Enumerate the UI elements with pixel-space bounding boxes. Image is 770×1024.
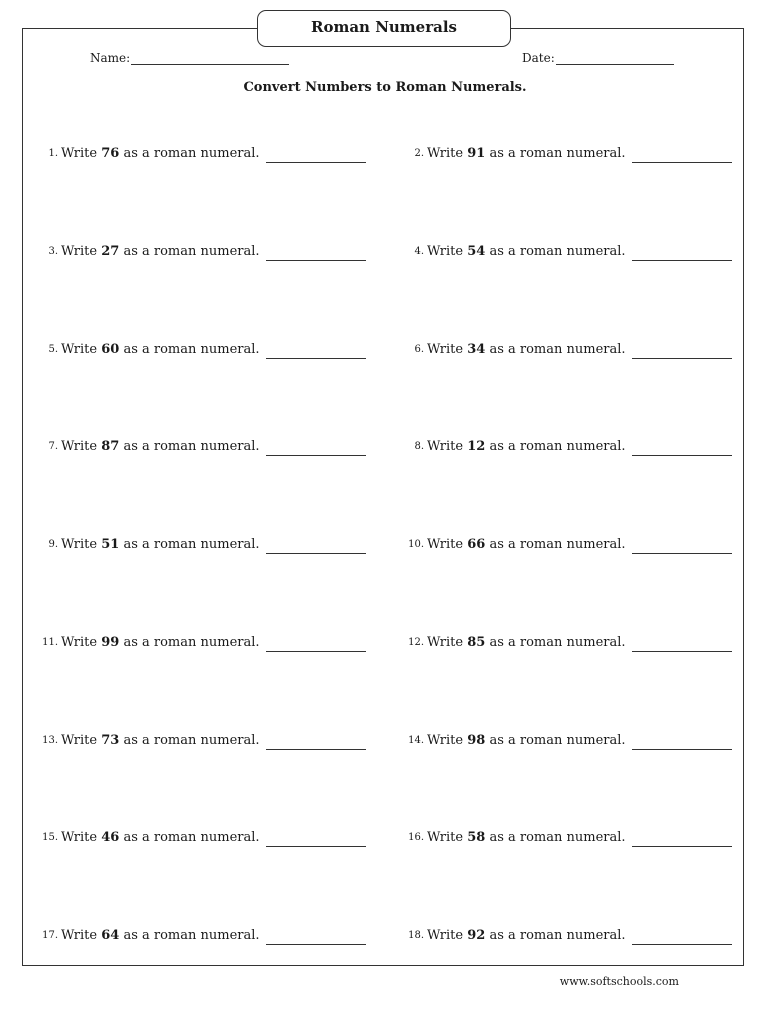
problem-number: 15. <box>42 832 58 843</box>
problem-prompt <box>61 342 260 357</box>
answer-line[interactable] <box>266 944 366 945</box>
problem-value: 60 <box>101 342 120 357</box>
prompt-suffix: as a roman numeral. <box>123 146 260 161</box>
prompt-suffix: as a roman numeral. <box>489 830 626 845</box>
prompt-prefix: Write <box>61 635 98 650</box>
answer-line[interactable] <box>632 455 732 456</box>
prompt-suffix: as a roman numeral. <box>123 342 260 357</box>
problem-item <box>398 539 738 561</box>
prompt-suffix: as a roman numeral. <box>489 244 626 259</box>
prompt-suffix: as a roman numeral. <box>123 928 260 943</box>
problem-item <box>398 441 738 463</box>
problem-prompt <box>427 342 626 357</box>
problem-value: 99 <box>101 635 120 650</box>
answer-line[interactable] <box>632 846 732 847</box>
prompt-suffix: as a roman numeral. <box>489 733 626 748</box>
problem-value: 98 <box>467 733 486 748</box>
problem-prompt <box>61 537 260 552</box>
answer-line[interactable] <box>266 455 366 456</box>
problem-value: 91 <box>467 146 486 161</box>
date-label: Date: <box>522 51 555 65</box>
problem-item <box>398 344 738 366</box>
problem-prompt <box>427 439 626 454</box>
problem-item <box>398 832 738 854</box>
problem-value: 92 <box>467 928 486 943</box>
prompt-suffix: as a roman numeral. <box>123 635 260 650</box>
prompt-prefix: Write <box>61 146 98 161</box>
problem-item <box>32 539 372 561</box>
prompt-suffix: as a roman numeral. <box>123 439 260 454</box>
problem-item <box>398 148 738 170</box>
answer-line[interactable] <box>632 260 732 261</box>
problem-prompt <box>61 146 260 161</box>
prompt-prefix: Write <box>427 146 464 161</box>
answer-line[interactable] <box>632 944 732 945</box>
problem-value: 12 <box>467 439 486 454</box>
problem-prompt <box>61 733 260 748</box>
problem-prompt <box>427 146 626 161</box>
prompt-prefix: Write <box>427 635 464 650</box>
problem-prompt <box>61 635 260 650</box>
problem-number: 4. <box>414 246 424 257</box>
answer-line[interactable] <box>266 162 366 163</box>
prompt-suffix: as a roman numeral. <box>489 146 626 161</box>
problem-number: 17. <box>42 930 58 941</box>
problem-number: 8. <box>414 441 424 452</box>
problem-prompt <box>61 439 260 454</box>
problem-item <box>32 930 372 952</box>
name-line[interactable] <box>131 52 289 65</box>
answer-line[interactable] <box>632 162 732 163</box>
answer-line[interactable] <box>266 749 366 750</box>
problem-prompt <box>427 537 626 552</box>
problem-number: 2. <box>414 148 424 159</box>
prompt-suffix: as a roman numeral. <box>123 830 260 845</box>
prompt-prefix: Write <box>61 342 98 357</box>
problem-value: 54 <box>467 244 486 259</box>
answer-line[interactable] <box>266 651 366 652</box>
problem-value: 76 <box>101 146 120 161</box>
prompt-prefix: Write <box>427 439 464 454</box>
problem-prompt <box>61 928 260 943</box>
prompt-suffix: as a roman numeral. <box>123 733 260 748</box>
problem-prompt <box>427 244 626 259</box>
prompt-prefix: Write <box>427 342 464 357</box>
answer-line[interactable] <box>632 358 732 359</box>
problem-prompt <box>427 830 626 845</box>
problem-item <box>398 246 738 268</box>
prompt-suffix: as a roman numeral. <box>489 439 626 454</box>
problem-item <box>32 735 372 757</box>
problem-number: 12. <box>408 637 424 648</box>
problem-item <box>32 148 372 170</box>
prompt-prefix: Write <box>427 928 464 943</box>
prompt-prefix: Write <box>61 244 98 259</box>
problem-value: 66 <box>467 537 486 552</box>
answer-line[interactable] <box>266 846 366 847</box>
problem-item <box>398 930 738 952</box>
problem-item <box>32 246 372 268</box>
problem-number: 10. <box>408 539 424 550</box>
answer-line[interactable] <box>266 260 366 261</box>
answer-line[interactable] <box>632 651 732 652</box>
prompt-prefix: Write <box>61 928 98 943</box>
worksheet-title: Roman Numerals <box>257 10 511 47</box>
problem-item <box>32 637 372 659</box>
problem-value: 51 <box>101 537 120 552</box>
prompt-suffix: as a roman numeral. <box>489 928 626 943</box>
answer-line[interactable] <box>632 553 732 554</box>
problem-value: 64 <box>101 928 120 943</box>
problem-item <box>398 637 738 659</box>
problem-number: 6. <box>414 344 424 355</box>
problem-value: 73 <box>101 733 120 748</box>
problem-prompt <box>61 244 260 259</box>
prompt-prefix: Write <box>427 537 464 552</box>
prompt-prefix: Write <box>61 733 98 748</box>
name-field[interactable] <box>90 51 289 65</box>
prompt-suffix: as a roman numeral. <box>489 537 626 552</box>
date-field[interactable] <box>522 51 674 65</box>
problem-item <box>32 441 372 463</box>
problem-number: 16. <box>408 832 424 843</box>
problem-value: 46 <box>101 830 120 845</box>
problem-number: 1. <box>48 148 58 159</box>
date-line[interactable] <box>556 52 674 65</box>
instructions: Convert Numbers to Roman Numerals. <box>243 80 527 95</box>
prompt-suffix: as a roman numeral. <box>489 635 626 650</box>
footer-url: www.softschools.com <box>559 975 679 988</box>
problem-value: 85 <box>467 635 486 650</box>
prompt-suffix: as a roman numeral. <box>123 537 260 552</box>
problem-value: 34 <box>467 342 486 357</box>
problem-prompt <box>61 830 260 845</box>
problem-prompt <box>427 635 626 650</box>
problem-value: 27 <box>101 244 120 259</box>
problem-number: 14. <box>408 735 424 746</box>
problem-number: 9. <box>48 539 58 550</box>
problem-number: 13. <box>42 735 58 746</box>
problem-value: 58 <box>467 830 486 845</box>
prompt-prefix: Write <box>61 537 98 552</box>
problem-item <box>32 832 372 854</box>
prompt-prefix: Write <box>427 733 464 748</box>
problem-prompt <box>427 733 626 748</box>
problem-item <box>398 735 738 757</box>
problem-number: 11. <box>42 637 58 648</box>
prompt-prefix: Write <box>61 830 98 845</box>
prompt-suffix: as a roman numeral. <box>123 244 260 259</box>
problem-number: 18. <box>408 930 424 941</box>
prompt-prefix: Write <box>61 439 98 454</box>
problem-number: 5. <box>48 344 58 355</box>
name-label: Name: <box>90 51 131 65</box>
prompt-suffix: as a roman numeral. <box>489 342 626 357</box>
problem-value: 87 <box>101 439 120 454</box>
answer-line[interactable] <box>266 553 366 554</box>
problem-prompt <box>427 928 626 943</box>
problem-number: 3. <box>48 246 58 257</box>
problem-item <box>32 344 372 366</box>
prompt-prefix: Write <box>427 244 464 259</box>
answer-line[interactable] <box>266 358 366 359</box>
problem-number: 7. <box>48 441 58 452</box>
answer-line[interactable] <box>632 749 732 750</box>
prompt-prefix: Write <box>427 830 464 845</box>
